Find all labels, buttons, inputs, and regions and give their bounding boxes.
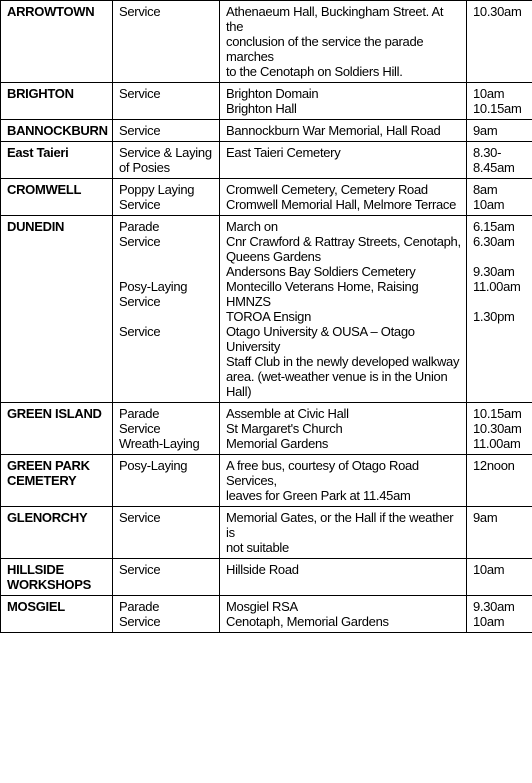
time-cell: 10.15am 10.30am 11.00am — [467, 403, 532, 455]
venue-cell: Assemble at Civic Hall St Margaret's Church Memorial Gardens — [220, 403, 467, 455]
table-row — [1, 455, 532, 507]
location-cell: GLENORCHY — [1, 507, 113, 559]
table-row — [1, 179, 532, 216]
time-cell: 10am 10.15am — [467, 83, 532, 120]
event-type-cell: Posy-Laying — [113, 455, 220, 507]
table-row — [1, 216, 532, 403]
event-type-cell: Service — [113, 507, 220, 559]
location-cell: DUNEDIN — [1, 216, 113, 403]
event-type-cell: Service & Laying of Posies — [113, 142, 220, 179]
location-cell: BANNOCKBURN — [1, 120, 113, 142]
table-row — [1, 403, 532, 455]
event-type-cell: Poppy Laying Service — [113, 179, 220, 216]
time-cell: 8.30- 8.45am — [467, 142, 532, 179]
venue-cell: Mosgiel RSA Cenotaph, Memorial Gardens — [220, 596, 467, 633]
table-row — [1, 142, 532, 179]
venue-cell: Brighton Domain Brighton Hall — [220, 83, 467, 120]
table-row — [1, 507, 532, 559]
time-cell: 8am 10am — [467, 179, 532, 216]
venue-cell: A free bus, courtesy of Otago Road Services, leaves for Green Park at 11.45am — [220, 455, 467, 507]
event-type-cell: Service — [113, 83, 220, 120]
venue-cell: Bannockburn War Memorial, Hall Road — [220, 120, 467, 142]
table-row — [1, 559, 532, 596]
event-type-cell: Service — [113, 559, 220, 596]
time-cell: 6.15am 6.30am 9.30am 11.00am 1.30pm — [467, 216, 532, 403]
event-type-cell: Service — [113, 120, 220, 142]
venue-cell: Cromwell Cemetery, Cemetery Road Cromwell Memorial Hall, Melmore Terrace — [220, 179, 467, 216]
location-cell: GREEN PARK CEMETERY — [1, 455, 113, 507]
location-cell: East Taieri — [1, 142, 113, 179]
event-type-cell: Parade Service Posy-Laying Service Service — [113, 216, 220, 403]
location-cell: ARROWTOWN — [1, 1, 113, 83]
event-type-cell: Parade Service — [113, 596, 220, 633]
event-type-cell: Service — [113, 1, 220, 83]
table-row — [1, 83, 532, 120]
location-cell: MOSGIEL — [1, 596, 113, 633]
table-row — [1, 596, 532, 633]
time-cell: 12noon — [467, 455, 532, 507]
venue-cell: Memorial Gates, or the Hall if the weather is not suitable — [220, 507, 467, 559]
time-cell: 10.30am — [467, 1, 532, 83]
time-cell: 9am — [467, 507, 532, 559]
time-cell: 10am — [467, 559, 532, 596]
venue-cell: Athenaeum Hall, Buckingham Street. At the conclusion of the service the parade marches to the Cenotaph on Soldiers Hill. — [220, 1, 467, 83]
location-cell: CROMWELL — [1, 179, 113, 216]
location-cell: HILLSIDE WORKSHOPS — [1, 559, 113, 596]
venue-cell: March on Cnr Crawford & Rattray Streets, Cenotaph, Queens Gardens Andersons Bay Soldiers Cemetery Montecillo Veterans Home, Raising HMNZS TOROA Ensign Otago University & OUSA – Otago University Staff Club in the newly developed walkway area. (wet-weather venue is in the Union Hall) — [220, 216, 467, 403]
venue-cell: East Taieri Cemetery — [220, 142, 467, 179]
location-cell: GREEN ISLAND — [1, 403, 113, 455]
table-row — [1, 120, 532, 142]
location-cell: BRIGHTON — [1, 83, 113, 120]
time-cell: 9am — [467, 120, 532, 142]
event-type-cell: Parade Service Wreath-Laying — [113, 403, 220, 455]
table-row — [1, 1, 532, 83]
venue-cell: Hillside Road — [220, 559, 467, 596]
time-cell: 9.30am 10am — [467, 596, 532, 633]
